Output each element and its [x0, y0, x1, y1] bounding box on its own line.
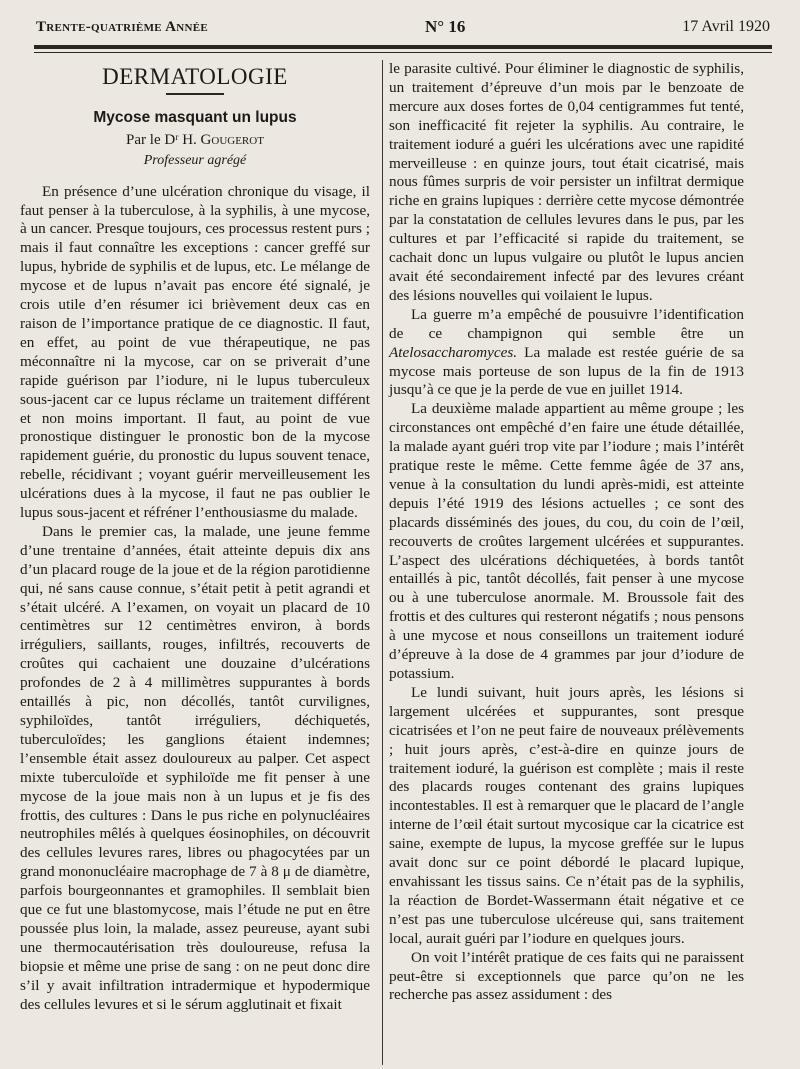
paragraph: On voit l’intérêt pratique de ces faits qui ne paraissent peut-être si exceptionnels que parce qu’on ne les recherche pas assez assidument : des: [389, 948, 744, 1004]
title-rule: [166, 93, 224, 95]
paragraph: [389, 306, 744, 401]
species-name: Atelosaccharomyces.: [389, 343, 518, 361]
paragraph: En présence d’une ulcération chronique du visage, il faut penser à la tuberculose, à la syphilis, à une mycose, à un cancer. Presque toujours, ces processus restent purs ; mais il faut connaître les exceptions : cancer greffé sur lupus, hybride de syphilis et de lupus, etc. Le mélange de mycose et de lupus n’avait pas encore été signalé, je crois utile d’en résumer ici brièvement deux cas en raison de l’importance pratique de ce diagnostic. Il faut, en effet, au point de vue thérapeutique, ne pas méconnaître ni la mycose, car on se priverait d’une rapide guérison par l’iodure, ni le lupus tuberculeux sous-jacent car ce lupus réclame un traitement différent et non moins important. Il faut, au point de vue pronostique distinguer le pronostic bon de la mycose rapidement guérie, du pronostic du lupus souvent tenace, rebelle, récidivant ; voyant guérir merveilleusement les ulcérations dues à la mycose, il faut ne pas oublier le lupus sous-jacent et réfréner l’enthousiasme du malade.: [20, 182, 370, 522]
header-rule-thick: [34, 45, 772, 49]
page-header: [36, 14, 770, 40]
paragraph: La deuxième malade appartient au même groupe ; les circonstances ont empêché d’en faire une étude détaillée, la malade ayant guéri trop vite par l’iodure ; mais l’intérêt pratique reste le même. Cette femme âgée de 37 ans, venue à la consultation du lundi après-midi, est atteinte depuis l’été 1919 des lésions actuelles ; ce sont des placards disséminés des joues, du cou, du coin de l’œil, recouverts de croûtes largement ulcérées et suppurantes. L’aspect des ulcérations déchiquetées, à bords tantôt entaillés à pic, tantôt décollés, fait penser à une mycose ou à une tuberculose anormale. M. Broussole fait des frottis et des cultures qui resteront négatifs ; nous pensons à une mycose et nous conseillons un traitement ioduré d’épreuve à la dose de 4 grammes par jour d’iodure de potassium.: [389, 400, 744, 682]
paragraph: Dans le premier cas, la malade, une jeune femme d’une trentaine d’années, était atteinte depuis dix ans d’un placard rouge de la joue et de la région parotidienne qui, né sans cause connue, s’était petit à petit agrandi et s’était ulcéré. A l’examen, on voyait un placard de 10 centimètres sur 12 centimètres environ, à bords irréguliers, saillants, rouges, infiltrés, recouverts de croûtes qui cachaient une douzaine d’ulcérations profondes de 2 à 4 millimètres suppurantes à bords entaillés à pic, non décollés, tantôt curvilignes, syphiloïdes, tantôt irréguliers, déchiquetés, tuberculoïdes; les ganglions étaient indemnes; l’ensemble était assez douloureux au palper. Cet aspect mixte tuberculoïde et syphiloïde me fit penser à une mycose de la joue mais non à un lupus et je fis des frottis, des cultures : Dans le pus riche en polynucléaires neutrophiles mêlés à quelques éosinophiles, on découvrit des cellules levures rares, libres ou phagocytées par un grand mononucléaire macrophage de 7 à 8 μ de diamètre, parfois bourgeonnantes et gramophiles. Il semblait bien que ce fut une blastomycose, mais l’étude ne put en être poussée plus loin, la malade, assez peureuse, ayant subi une thermocautérisation très douloureuse, refusa la biopsie et même une prise de sang : on ne peut donc dire s’il y avait infiltration intradermique et hypodermique des cellules levures et si le sérum agglutinait et fixait: [20, 522, 370, 1013]
author-name: Gougerot: [200, 131, 264, 148]
article-title: Mycose masquant un lupus: [93, 108, 297, 126]
column-divider: [382, 60, 383, 1065]
section-title: DERMATOLOGIE: [102, 64, 288, 89]
paragraph: le parasite cultivé. Pour éliminer le diagnostic de syphilis, un traitement d’épreuve d’un mois par le benzoate de mercure aux doses fortes de 0,04 centigrammes fut tenté, son inefficacité fit rejeter la syphilis. Au contraire, le traitement ioduré a guéri les ulcérations avec une rapidité merveilleuse : en quinze jours, tout était cicatrisé, mais nous fûmes surpris de voir persister un infiltrat dermique riche en grains lupiques : derrière cette mycose démontrée par la constatation de cellules levures dans le pus, par les cultures et par l’efficacité si rapide du traitement, se cachait donc un lupus vulgaire ou plutôt le lupus ancien avait été secondairement infecté par des levures créant des lésions nouvelles qui voilaient le lupus.: [389, 60, 744, 304]
text-span: La guerre m’a empêché de pousuivre l’identification de ce champignon qui semble être un: [389, 305, 744, 342]
header-rule-thin: [34, 52, 772, 53]
author-prefix: Par le Dʳ H.: [126, 131, 201, 148]
issue-number: N° 16: [425, 17, 466, 36]
left-column: [20, 60, 370, 1015]
issue-date: 17 Avril 1920: [682, 18, 770, 35]
right-column: [389, 60, 744, 1005]
paragraph: Le lundi suivant, huit jours après, les lésions si largement ulcérées et suppurantes, sont presque cicatrisées et l’on ne peut faire de nouveaux prélèvements ; huit jours après, c’est-à-dire en quinze jours de traitement ioduré, la guérison est complète ; mais il reste des placards rouges contenant des grains lupiques incontestables. Il est à remarquer que le placard de l’angle interne de l’œil était surtout mycosique car la cicatrice est saine, exempte de lupus, la mycose greffée sur le lupus avait donc sur ce point débordé le placard lupique, envahissant les tissus sains. Ce n’était pas de la syphilis, la réaction de Bordet-Wassermann était négative et ce n’est pas une tuberculose ulcéreuse qui, sans traitement local, aurait guéri par l’iodure en quelques jours.: [389, 683, 744, 947]
text-span: La malade est restée guérie de sa mycose mais porteuse de son lupus de la fin de 1913 jusqu’à ce que je la perde de vue en juillet 1914.: [389, 343, 744, 399]
author-title: Professeur agrégé: [143, 152, 247, 168]
volume-label: Trente-quatrième Année: [36, 18, 209, 35]
author-line: [20, 131, 370, 150]
